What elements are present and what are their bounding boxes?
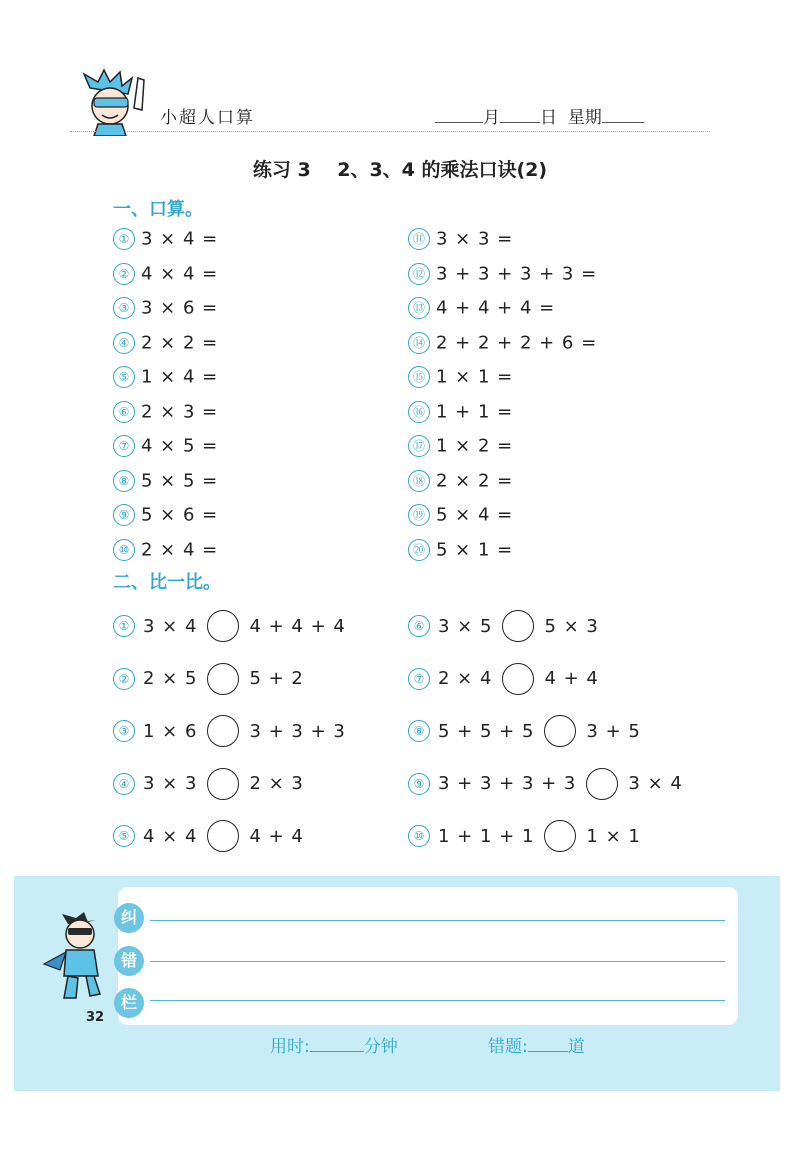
right-expression: 4 + 4 + 4 [249, 615, 346, 637]
calc-expression[interactable]: 5 × 6 = [141, 504, 219, 526]
item-number: ⑥ [113, 401, 135, 423]
superhero-mascot-illustration [42, 910, 112, 1002]
calc-item [113, 366, 218, 388]
calc-item [408, 297, 555, 319]
correction-char: 错 [114, 946, 144, 976]
left-expression: 3 × 3 [143, 773, 198, 794]
calc-expression[interactable]: 5 × 4 = [436, 504, 514, 526]
right-expression: 3 + 5 [586, 720, 641, 742]
calc-item [113, 470, 218, 492]
date-fields [435, 103, 644, 128]
errors-label: 错题: [488, 1037, 528, 1057]
day-label: 日 [540, 108, 557, 128]
calc-expression[interactable]: 5 × 1 = [436, 539, 514, 560]
item-number: ⑤ [113, 366, 135, 388]
compare-item [408, 768, 683, 800]
calc-expression[interactable]: 1 + 1 = [436, 401, 514, 422]
left-expression: 2 × 5 [143, 668, 198, 689]
calc-expression[interactable]: 1 × 1 = [436, 366, 514, 388]
left-expression: 4 × 4 [143, 825, 198, 847]
error-count [488, 1032, 585, 1057]
calc-item [408, 228, 513, 250]
calc-item [113, 332, 218, 354]
item-number: ⑤ [113, 825, 135, 847]
correction-char: 纠 [114, 903, 144, 933]
time-spent [270, 1032, 398, 1057]
left-expression: 3 × 5 [438, 615, 493, 637]
calc-item [408, 539, 513, 561]
correction-line[interactable] [150, 961, 725, 962]
comparison-circle[interactable] [544, 820, 576, 852]
correction-box [118, 887, 738, 1025]
item-number: ⑩ [408, 825, 430, 847]
calc-item [113, 539, 218, 561]
left-expression: 2 × 4 [438, 668, 493, 689]
left-expression: 5 + 5 + 5 [438, 720, 535, 742]
mascot-illustration [80, 68, 152, 136]
calc-expression[interactable]: 2 × 4 = [141, 539, 219, 560]
item-number: ⑧ [408, 720, 430, 742]
calc-item [113, 435, 218, 457]
calc-expression[interactable]: 1 × 4 = [141, 366, 219, 388]
calc-item [408, 263, 597, 285]
comparison-circle[interactable] [207, 768, 239, 800]
item-number: ① [113, 615, 135, 637]
compare-item [113, 768, 304, 800]
errors-unit: 道 [567, 1037, 585, 1057]
item-number: ⑭ [408, 332, 430, 354]
item-number: ⑬ [408, 297, 430, 319]
compare-item [113, 820, 304, 852]
header-divider [70, 131, 710, 132]
compare-item [113, 663, 304, 695]
calc-expression[interactable]: 2 × 3 = [141, 401, 219, 422]
calc-expression[interactable]: 2 + 2 + 2 + 6 = [436, 332, 598, 353]
compare-item [113, 610, 346, 642]
right-expression: 5 + 2 [249, 668, 304, 689]
calc-item [408, 332, 597, 354]
item-number: ② [113, 668, 135, 690]
exercise-topic: 2、3、4 的乘法口诀(2) [337, 159, 548, 181]
comparison-circle[interactable] [586, 768, 618, 800]
item-number: ⑳ [408, 539, 430, 561]
comparison-circle[interactable] [207, 663, 239, 695]
calc-expression[interactable]: 3 × 3 = [436, 228, 514, 250]
calc-item [408, 470, 513, 492]
part1-heading: 一、口算。 [113, 199, 203, 220]
time-unit: 分钟 [363, 1037, 398, 1057]
month-blank[interactable] [435, 106, 483, 123]
calc-expression[interactable]: 4 × 5 = [141, 435, 219, 457]
calc-item [408, 504, 513, 526]
brand-title: 小超人口算 [160, 108, 255, 128]
item-number: ⑪ [408, 228, 430, 250]
left-expression: 1 × 6 [143, 720, 198, 742]
comparison-circle[interactable] [207, 820, 239, 852]
right-expression: 1 × 1 [586, 825, 641, 847]
left-expression: 1 + 1 + 1 [438, 825, 535, 847]
item-number: ① [113, 228, 135, 250]
calc-expression[interactable]: 4 + 4 + 4 = [436, 297, 556, 319]
item-number: ⑨ [113, 504, 135, 526]
item-number: ⑫ [408, 263, 430, 285]
calc-expression[interactable]: 4 × 4 = [141, 263, 219, 284]
exercise-number: 练习 3 [252, 159, 311, 181]
day-blank[interactable] [500, 106, 540, 123]
left-expression: 3 × 4 [143, 615, 198, 637]
item-number: ④ [113, 773, 135, 795]
time-label: 用时: [270, 1037, 310, 1057]
calc-expression[interactable]: 2 × 2 = [141, 332, 219, 353]
item-number: ⑥ [408, 615, 430, 637]
calc-item [408, 435, 513, 457]
calc-item [113, 504, 218, 526]
item-number: ⑮ [408, 366, 430, 388]
calc-expression[interactable]: 3 × 6 = [141, 297, 219, 319]
month-label: 月 [483, 108, 500, 128]
item-number: ③ [113, 720, 135, 742]
left-expression: 3 + 3 + 3 + 3 [438, 773, 577, 794]
compare-item [408, 610, 599, 642]
calc-item [408, 366, 513, 388]
calc-item [113, 297, 218, 319]
page-header [80, 68, 710, 138]
right-expression: 2 × 3 [249, 773, 304, 794]
right-expression: 5 × 3 [544, 615, 599, 637]
calc-expression[interactable]: 5 × 5 = [141, 470, 219, 491]
calc-expression[interactable]: 3 × 4 = [141, 228, 219, 250]
right-expression: 3 × 4 [628, 773, 683, 794]
correction-line[interactable] [150, 920, 725, 921]
item-number: ⑨ [408, 773, 430, 795]
item-number: ② [113, 263, 135, 285]
item-number: ⑯ [408, 401, 430, 423]
compare-item [408, 663, 599, 695]
item-number: ⑱ [408, 470, 430, 492]
item-number: ⑰ [408, 435, 430, 457]
calc-expression[interactable]: 1 × 2 = [436, 435, 514, 457]
item-number: ⑩ [113, 539, 135, 561]
calc-item [113, 228, 218, 250]
exercise-title [0, 155, 800, 182]
calc-item [408, 401, 513, 423]
calc-item [113, 401, 218, 423]
comparison-circle[interactable] [207, 610, 239, 642]
item-number: ③ [113, 297, 135, 319]
comparison-circle[interactable] [207, 715, 239, 747]
right-expression: 4 + 4 [249, 825, 304, 847]
compare-item [113, 715, 346, 747]
errors-blank[interactable] [528, 1035, 568, 1052]
page-number: 32 [86, 1010, 105, 1025]
comparison-circle[interactable] [544, 715, 576, 747]
weekday-blank[interactable] [602, 106, 644, 123]
weekday-label: 星期 [567, 108, 602, 128]
calc-expression[interactable]: 2 × 2 = [436, 470, 514, 491]
item-number: ⑲ [408, 504, 430, 526]
item-number: ⑦ [408, 668, 430, 690]
right-expression: 3 + 3 + 3 [249, 720, 346, 742]
item-number: ⑧ [113, 470, 135, 492]
time-blank[interactable] [310, 1035, 364, 1052]
item-number: ④ [113, 332, 135, 354]
comparison-circle[interactable] [502, 663, 534, 695]
correction-line[interactable] [150, 1000, 725, 1001]
correction-char: 栏 [114, 988, 144, 1018]
comparison-circle[interactable] [502, 610, 534, 642]
item-number: ⑦ [113, 435, 135, 457]
calc-item [113, 263, 218, 285]
part2-heading: 二、比一比。 [113, 572, 221, 593]
compare-item [408, 715, 641, 747]
right-expression: 4 + 4 [544, 668, 599, 689]
compare-item [408, 820, 641, 852]
calc-expression[interactable]: 3 + 3 + 3 + 3 = [436, 263, 598, 284]
